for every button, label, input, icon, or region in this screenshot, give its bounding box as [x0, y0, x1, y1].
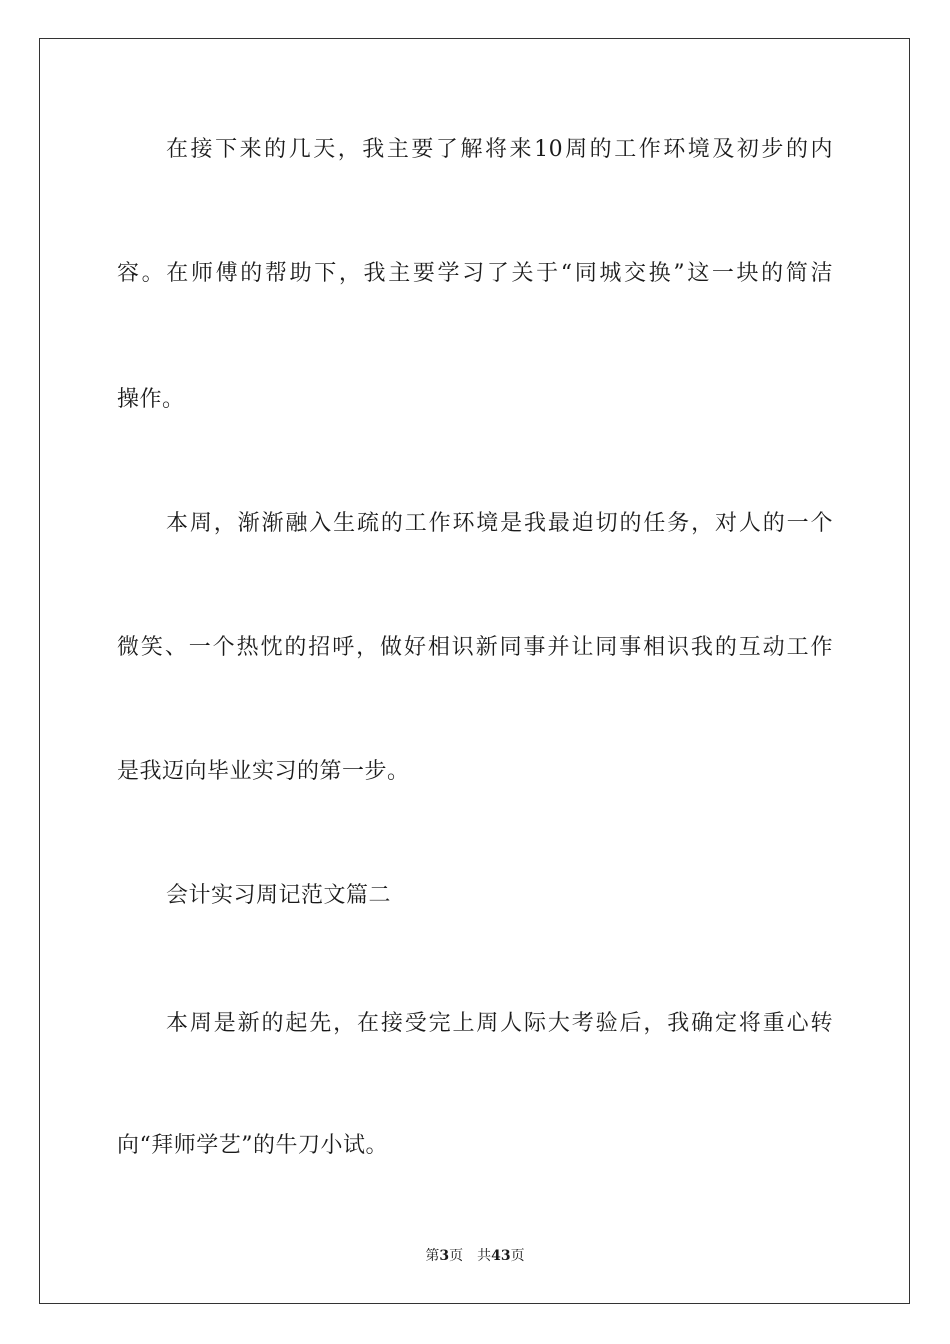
- page-border: [39, 38, 910, 1304]
- paragraph-1-line-2: 容。在师傅的帮助下，我主要学习了关于“同城交换”这一块的简洁: [117, 261, 833, 286]
- footer-total-suffix: 页: [510, 1248, 525, 1264]
- paragraph-2-line-2: 微笑、一个热忱的招呼，做好相识新同事并让同事相识我的互动工作: [117, 635, 833, 660]
- paragraph-2-line-1: 本周，渐渐融入生疏的工作环境是我最迫切的任务，对人的一个: [166, 511, 833, 536]
- paragraph-2-line-3: 是我迈向毕业实习的第一步。: [117, 759, 410, 784]
- footer-page-number: 3: [439, 1248, 450, 1264]
- paragraph-3-line-1: 本周是新的起先，在接受完上周人际大考验后，我确定将重心转: [166, 1011, 833, 1036]
- paragraph-1-line-3: 操作。: [117, 387, 185, 412]
- footer-total-prefix: 共: [477, 1248, 492, 1264]
- page-footer: [0, 1247, 950, 1265]
- footer-page-suffix: 页: [449, 1248, 464, 1264]
- footer-total-pages: 43: [491, 1248, 511, 1264]
- paragraph-1-line-1: 在接下来的几天，我主要了解将来10周的工作环境及初步的内: [166, 137, 833, 162]
- footer-page-prefix: 第: [425, 1248, 440, 1264]
- paragraph-3-line-2: 向“拜师学艺”的牛刀小试。: [117, 1133, 388, 1158]
- section-heading: 会计实习周记范文篇二: [166, 883, 392, 908]
